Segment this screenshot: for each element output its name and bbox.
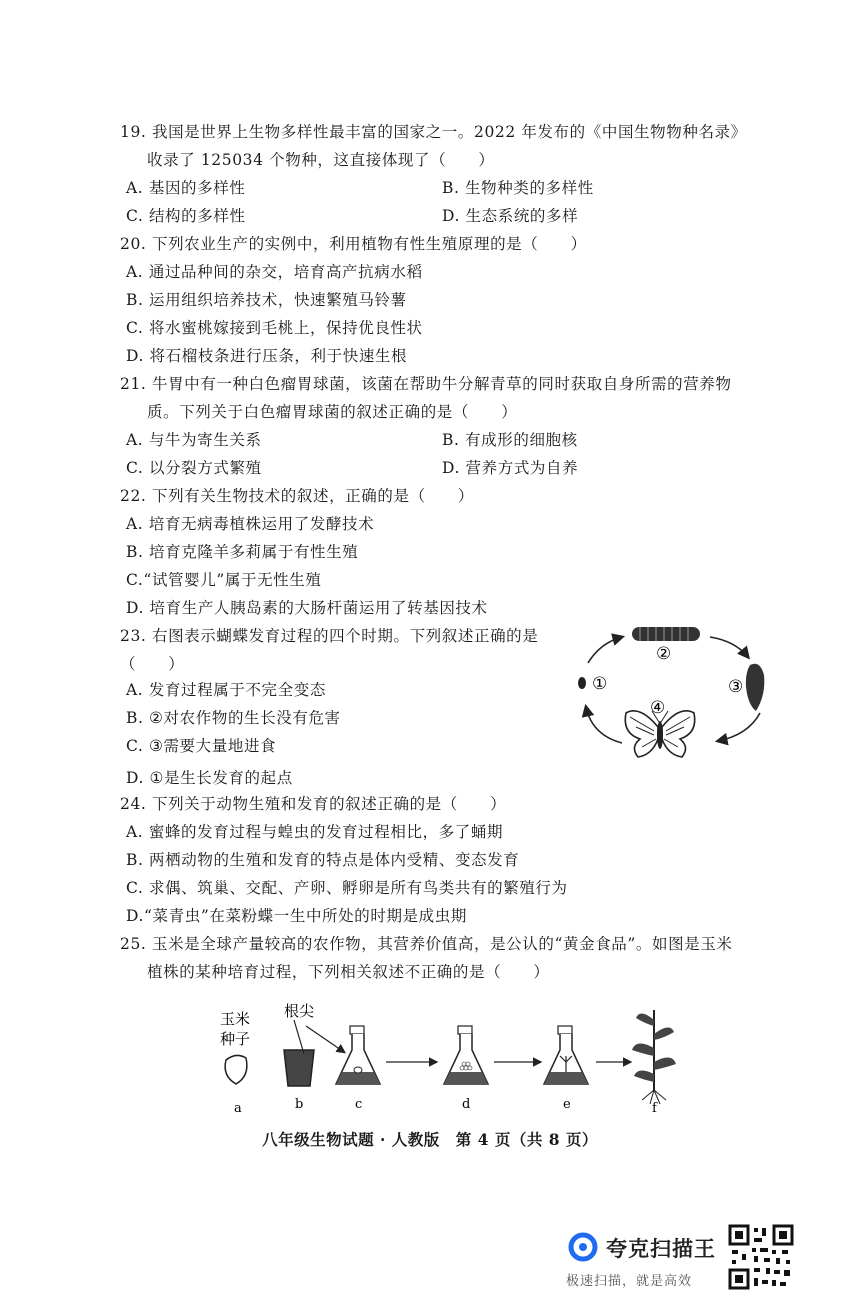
qr-code-icon — [728, 1224, 794, 1290]
question-23 — [120, 622, 538, 678]
option-a: A. 培育无病毒植株运用了发酵技术 — [126, 515, 375, 533]
option-a: A. 基因的多样性 — [126, 179, 246, 197]
question-stem: 质。下列关于白色瘤胃球菌的叙述正确的是（ ） — [147, 403, 518, 421]
option-c: C. ③需要大量地进食 — [126, 737, 277, 755]
question-stem: 收录了 125034 个物种，这直接体现了（ ） — [147, 151, 495, 169]
option-b: B. 运用组织培养技术，快速繁殖马铃薯 — [126, 291, 407, 309]
corn-culture-figure — [210, 1000, 680, 1118]
caterpillar-icon — [632, 627, 700, 641]
option-a: A. 发育过程属于不完全变态 — [126, 681, 326, 699]
option-d: D.“菜青虫”在菜粉蝶一生中所处的时期是成虫期 — [126, 907, 467, 925]
option-d: D. 培育生产人胰岛素的大肠杆菌运用了转基因技术 — [126, 599, 488, 617]
option-b: B. 有成形的细胞核 — [442, 431, 578, 449]
beaker-icon — [284, 1020, 344, 1086]
pupa-icon — [746, 664, 765, 711]
question-stem: 22. 下列有关生物技术的叙述，正确的是（ ） — [120, 487, 474, 505]
question-stem: 23. 右图表示蝴蝶发育过程的四个时期。下列叙述正确的是 — [120, 627, 539, 645]
step-label-b: b — [295, 1097, 304, 1112]
question-24 — [120, 790, 506, 818]
corn-plant-icon — [632, 1010, 676, 1104]
option-b: B. 培育克隆羊多莉属于有性生殖 — [126, 543, 359, 561]
option-c: C. 结构的多样性 — [126, 207, 246, 225]
option-d: D. 营养方式为自养 — [442, 459, 579, 477]
step-label-e: e — [563, 1097, 571, 1112]
stage-label-3: ③ — [728, 677, 744, 697]
option-c: C. 将水蜜桃嫁接到毛桃上，保持优良性状 — [126, 319, 423, 337]
option-c: C. 求偶、筑巢、交配、产卵、孵卵是所有鸟类共有的繁殖行为 — [126, 879, 568, 897]
option-b: B. ②对农作物的生长没有危害 — [126, 709, 341, 727]
option-d: D. 生态系统的多样 — [442, 207, 579, 225]
cycle-arrow — [710, 637, 748, 657]
question-stem: （ ） — [120, 655, 185, 673]
watermark-slogan: 极速扫描，就是高效 — [566, 1274, 693, 1289]
egg-icon — [578, 677, 586, 689]
option-a: A. 通过品种间的杂交，培育高产抗病水稻 — [126, 263, 423, 281]
question-19 — [120, 118, 747, 174]
option-d: D. ①是生长发育的起点 — [126, 769, 293, 787]
butterfly-life-cycle-figure — [560, 615, 790, 765]
stage-label-2: ② — [656, 644, 672, 664]
option-b: B. 生物种类的多样性 — [442, 179, 594, 197]
step-label-d: d — [462, 1097, 471, 1112]
option-a: A. 与牛为寄生关系 — [126, 431, 262, 449]
root-tip-label: 根尖 — [284, 1002, 315, 1020]
question-stem: 19. 我国是世界上生物多样性最丰富的国家之一。2022 年发布的《中国生物物种名录》 — [120, 123, 747, 141]
question-stem: 20. 下列农业生产的实例中，利用植物有性生殖原理的是（ ） — [120, 235, 587, 253]
watermark-brand: 夸克扫描王 — [606, 1237, 716, 1261]
question-20 — [120, 230, 587, 258]
cycle-arrow — [718, 713, 760, 741]
question-21 — [120, 370, 732, 426]
option-c: C. 以分裂方式繁殖 — [126, 459, 262, 477]
cycle-arrow — [588, 637, 622, 663]
step-label-f: f — [652, 1101, 657, 1116]
scanner-logo-icon — [568, 1232, 598, 1262]
stage-label-4: ④ — [650, 698, 666, 718]
step-label-a: a — [234, 1101, 242, 1116]
question-22 — [120, 482, 474, 510]
option-b: B. 两栖动物的生殖和发育的特点是体内受精、变态发育 — [126, 851, 520, 869]
question-stem: 24. 下列关于动物生殖和发育的叙述正确的是（ ） — [120, 795, 507, 813]
step-label-c: c — [355, 1097, 363, 1112]
cycle-arrow — [586, 707, 622, 743]
question-25 — [120, 930, 733, 986]
stage-label-1: ① — [592, 674, 608, 694]
question-stem: 植株的某种培育过程，下列相关叙述不正确的是（ ） — [147, 963, 550, 981]
question-stem: 21. 牛胃中有一种白色瘤胃球菌，该菌在帮助牛分解青草的同时获取自身所需的营养物 — [120, 375, 732, 393]
flask-icon — [444, 1026, 488, 1084]
page-footer: 八年级生物试题 · 人教版 第 4 页（共 8 页） — [262, 1130, 598, 1149]
option-c: C.“试管婴儿”属于无性生殖 — [126, 571, 322, 589]
seed-label: 玉米 — [220, 1010, 251, 1028]
option-d: D. 将石榴枝条进行压条，利于快速生根 — [126, 347, 408, 365]
flask-icon — [336, 1026, 380, 1084]
corn-seed-icon — [225, 1055, 247, 1084]
option-a: A. 蜜蜂的发育过程与蝗虫的发育过程相比，多了蛹期 — [126, 823, 504, 841]
flask-icon — [544, 1026, 588, 1084]
question-stem: 25. 玉米是全球产量较高的农作物，其营养价值高，是公认的“黄金食品”。如图是玉米 — [120, 935, 733, 953]
seed-label: 种子 — [220, 1030, 251, 1048]
